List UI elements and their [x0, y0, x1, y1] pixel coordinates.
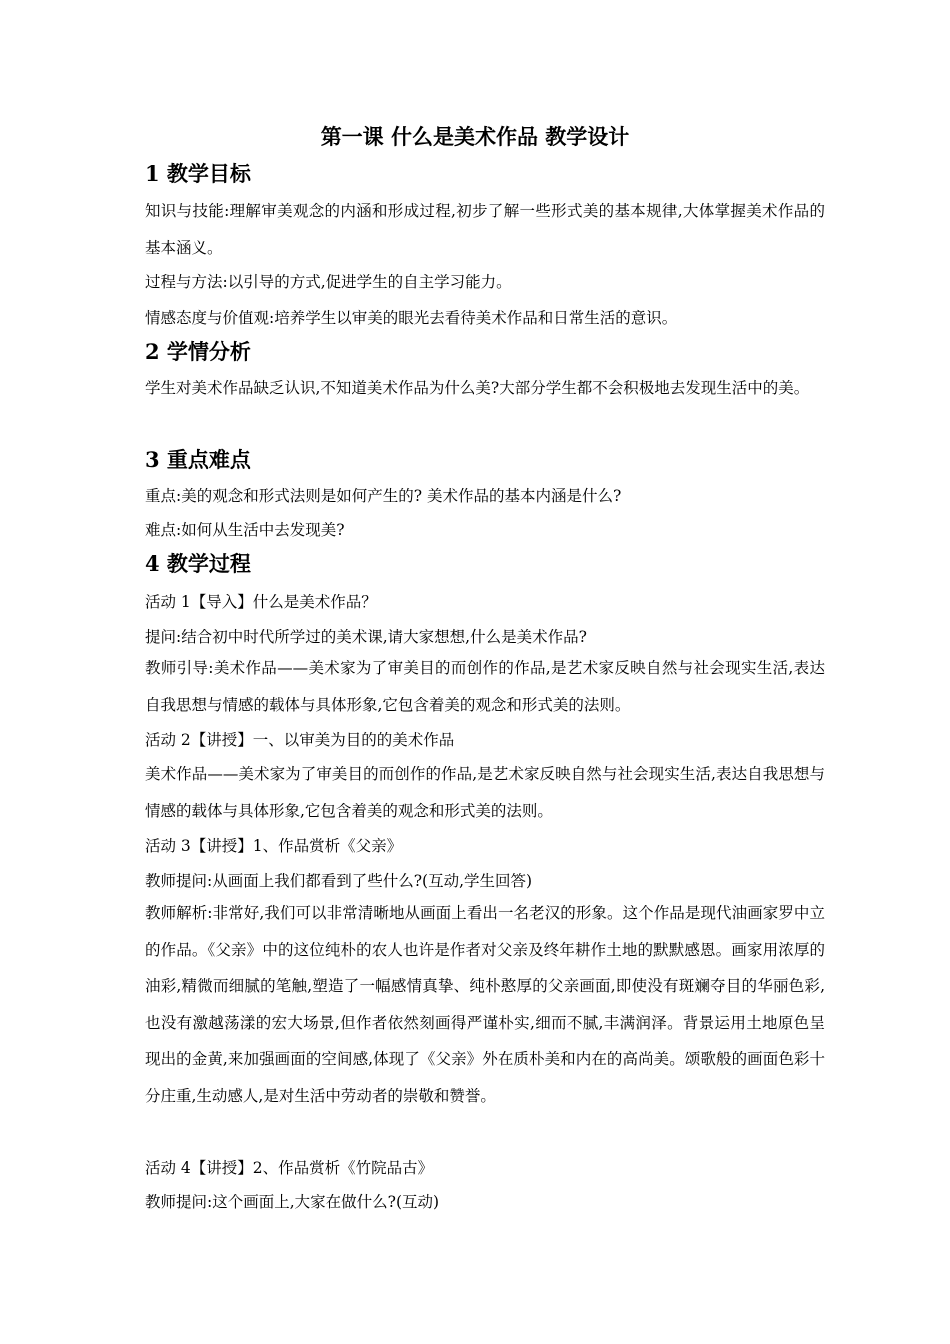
activity-4-title: 活动 4【讲授】2、作品赏析《竹院品古》: [145, 1159, 434, 1177]
heading-objectives: 1 教学目标: [145, 161, 251, 186]
activity-3-question: 教师提问:从画面上我们都看到了些什么?(互动,学生回答): [145, 872, 533, 890]
objectives-process: 过程与方法:以引导的方式,促进学生的自主学习能力。: [145, 273, 512, 291]
activity-2-title: 活动 2【讲授】一、以审美为目的的美术作品: [145, 731, 455, 749]
objectives-knowledge: 知识与技能:理解审美观念的内涵和形成过程,初步了解一些形式美的基本规律,大体掌握美术作品的基本涵义。: [145, 202, 825, 257]
activity-4-question: 教师提问:这个画面上,大家在做什么?(互动): [145, 1193, 440, 1211]
activity-1-title: 活动 1【导入】什么是美术作品？: [145, 593, 377, 611]
analysis-text: 学生对美术作品缺乏认识,不知道美术作品为什么美?大部分学生都不会积极地去发现生活中的美。: [145, 379, 810, 397]
key-point: 重点:美的观念和形式法则是如何产生的? 美术作品的基本内涵是什么?: [145, 487, 622, 505]
document-title: 第一课 什么是美术作品 教学设计: [320, 124, 630, 149]
activity-1-question: 提问:结合初中时代所学过的美术课,请大家想想,什么是美术作品?: [145, 628, 587, 646]
heading-analysis: 2 学情分析: [145, 339, 251, 364]
activity-3-analysis: 教师解析:非常好,我们可以非常清晰地从画面上看出一名老汉的形象。这个作品是现代油画家罗中立的作品。《父亲》中的这位纯朴的农人也许是作者对父亲及终年耕作土地的默默感恩。画家用浓厚的油彩,精微而细腻的笔触,塑造了一幅感情真挚、纯朴憨厚的父亲画面,即使没有斑斓夺目的华丽色彩,也没有激越荡漾的宏大场景,但作者依然刻画得严谨朴实,细而不腻,丰满润泽。背景运用土地原色呈现出的金黄,来加强画面的空间感,体现了《父亲》外在质朴美和内在的高尚美。颂歌般的画面色彩十分庄重,生动感人,是对生活中劳动者的崇敬和赞誉。: [145, 904, 825, 1105]
activity-1-guide: 教师引导:美术作品——美术家为了审美目的而创作的作品,是艺术家反映自然与社会现实生活,表达自我思想与情感的载体与具体形象,它包含着美的观念和形式美的法则。: [145, 659, 825, 714]
heading-process: 4 教学过程: [145, 551, 251, 576]
difficult-point: 难点:如何从生活中去发现美?: [145, 521, 345, 539]
heading-key-points: 3 重点难点: [145, 447, 251, 472]
activity-2-text: 美术作品——美术家为了审美目的而创作的作品,是艺术家反映自然与社会现实生活,表达自我思想与情感的载体与具体形象,它包含着美的观念和形式美的法则。: [145, 765, 825, 820]
activity-3-title: 活动 3【讲授】1、作品赏析《父亲》: [145, 837, 403, 855]
objectives-attitude: 情感态度与价值观:培养学生以审美的眼光去看待美术作品和日常生活的意识。: [145, 309, 678, 327]
